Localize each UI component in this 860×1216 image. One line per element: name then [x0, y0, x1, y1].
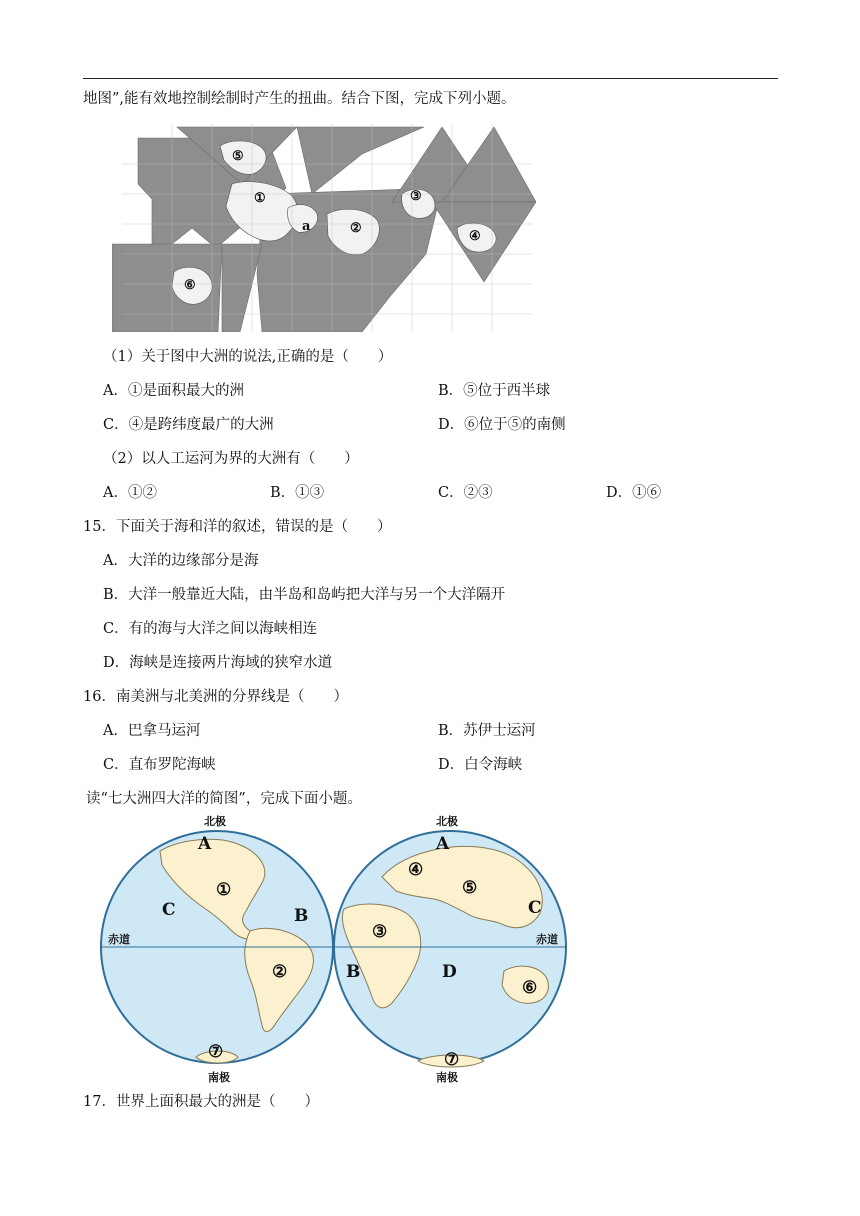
- q16-option-c[interactable]: C．直布罗陀海峡: [103, 757, 216, 773]
- east-south-pole-label: 南极: [436, 1071, 458, 1083]
- q15-option-d[interactable]: D．海峡是连接两片海域的狭窄水道: [103, 655, 333, 671]
- east-continent-6: ⑥: [522, 978, 538, 998]
- q14-1-option-d[interactable]: D．⑥位于⑤的南侧: [438, 417, 566, 433]
- q14-2-option-a[interactable]: A．①②: [103, 485, 157, 501]
- intro-line: 地图”,能有效地控制绘制时产生的扭曲。结合下图，完成下列小题。: [83, 91, 516, 107]
- east-continent-4: ④: [408, 860, 424, 880]
- q14-2-option-c[interactable]: C．②③: [438, 485, 493, 501]
- west-south-pole-label: 南极: [208, 1071, 230, 1083]
- west-continent-2: ②: [272, 962, 288, 982]
- fig1-label-1: ①: [254, 191, 266, 206]
- q16-option-d[interactable]: D．白令海峡: [438, 757, 523, 773]
- west-north-pole-label: 北极: [204, 815, 226, 828]
- fig1-label-3: ③: [410, 189, 422, 204]
- q16-option-a[interactable]: A．巴拿马运河: [103, 723, 201, 739]
- east-ocean-C: C: [528, 898, 542, 918]
- fig1-label-5: ⑤: [232, 149, 244, 164]
- west-hemisphere: [101, 831, 333, 1063]
- q15-stem: 15．下面关于海和洋的叙述，错误的是（ ）: [83, 519, 392, 535]
- map-tri-bottom-left2: [222, 244, 262, 332]
- header-rule: [83, 78, 778, 79]
- east-continent-3: ③: [372, 922, 388, 942]
- east-ocean-B: B: [346, 962, 361, 982]
- q15-option-c[interactable]: C．有的海与大洋之间以海峡相连: [103, 621, 318, 637]
- east-continent-7: ⑦: [444, 1050, 460, 1070]
- west-continent-1: ①: [216, 880, 232, 900]
- east-ocean-D: D: [442, 962, 457, 982]
- q14-2-option-b[interactable]: B．①③: [270, 485, 325, 501]
- fig1-label-a: a: [302, 219, 311, 234]
- west-ocean-C: C: [162, 900, 176, 920]
- q14-1-option-c[interactable]: C．④是跨纬度最广的大洲: [103, 417, 274, 433]
- q15-option-a[interactable]: A．大洋的边缘部分是海: [103, 553, 259, 569]
- fig1-label-4: ④: [469, 229, 481, 244]
- q17-stem: 17．世界上面积最大的洲是（ ）: [83, 1094, 319, 1110]
- q14-2-option-d[interactable]: D．①⑥: [606, 485, 662, 501]
- fig1-label-6: ⑥: [184, 278, 196, 293]
- east-ocean-A: A: [436, 834, 450, 854]
- west-ocean-A: A: [198, 834, 212, 854]
- q14-1-stem: （1）关于图中大洲的说法,正确的是（ ）: [103, 349, 393, 365]
- east-north-pole-label: 北极: [436, 815, 458, 828]
- q14-1-option-b[interactable]: B．⑤位于西半球: [438, 383, 551, 399]
- west-equator-label: 赤道: [108, 933, 130, 946]
- q14-1-option-a[interactable]: A．①是面积最大的洲: [103, 383, 244, 399]
- q14-2-stem: （2）以人工运河为界的大洲有（ ）: [103, 451, 359, 467]
- fig1-label-2: ②: [350, 221, 362, 236]
- q16-stem: 16．南美洲与北美洲的分界线是（ ）: [83, 689, 348, 705]
- read-instruction: 读“七大洲四大洋的简图”，完成下面小题。: [86, 791, 362, 807]
- continents-oceans-figure: [100, 813, 574, 1083]
- east-hemisphere: [334, 831, 566, 1067]
- q15-option-b[interactable]: B．大洋一般靠近大陆，由半岛和岛屿把大洋与另一个大洋隔开: [103, 587, 506, 603]
- q16-option-b[interactable]: B．苏伊士运河: [438, 723, 536, 739]
- dymaxion-map-figure: [112, 124, 536, 332]
- east-continent-5: ⑤: [462, 878, 478, 898]
- east-equator-label: 赤道: [536, 933, 558, 946]
- west-ocean-B: B: [294, 906, 309, 926]
- west-continent-7: ⑦: [208, 1042, 224, 1062]
